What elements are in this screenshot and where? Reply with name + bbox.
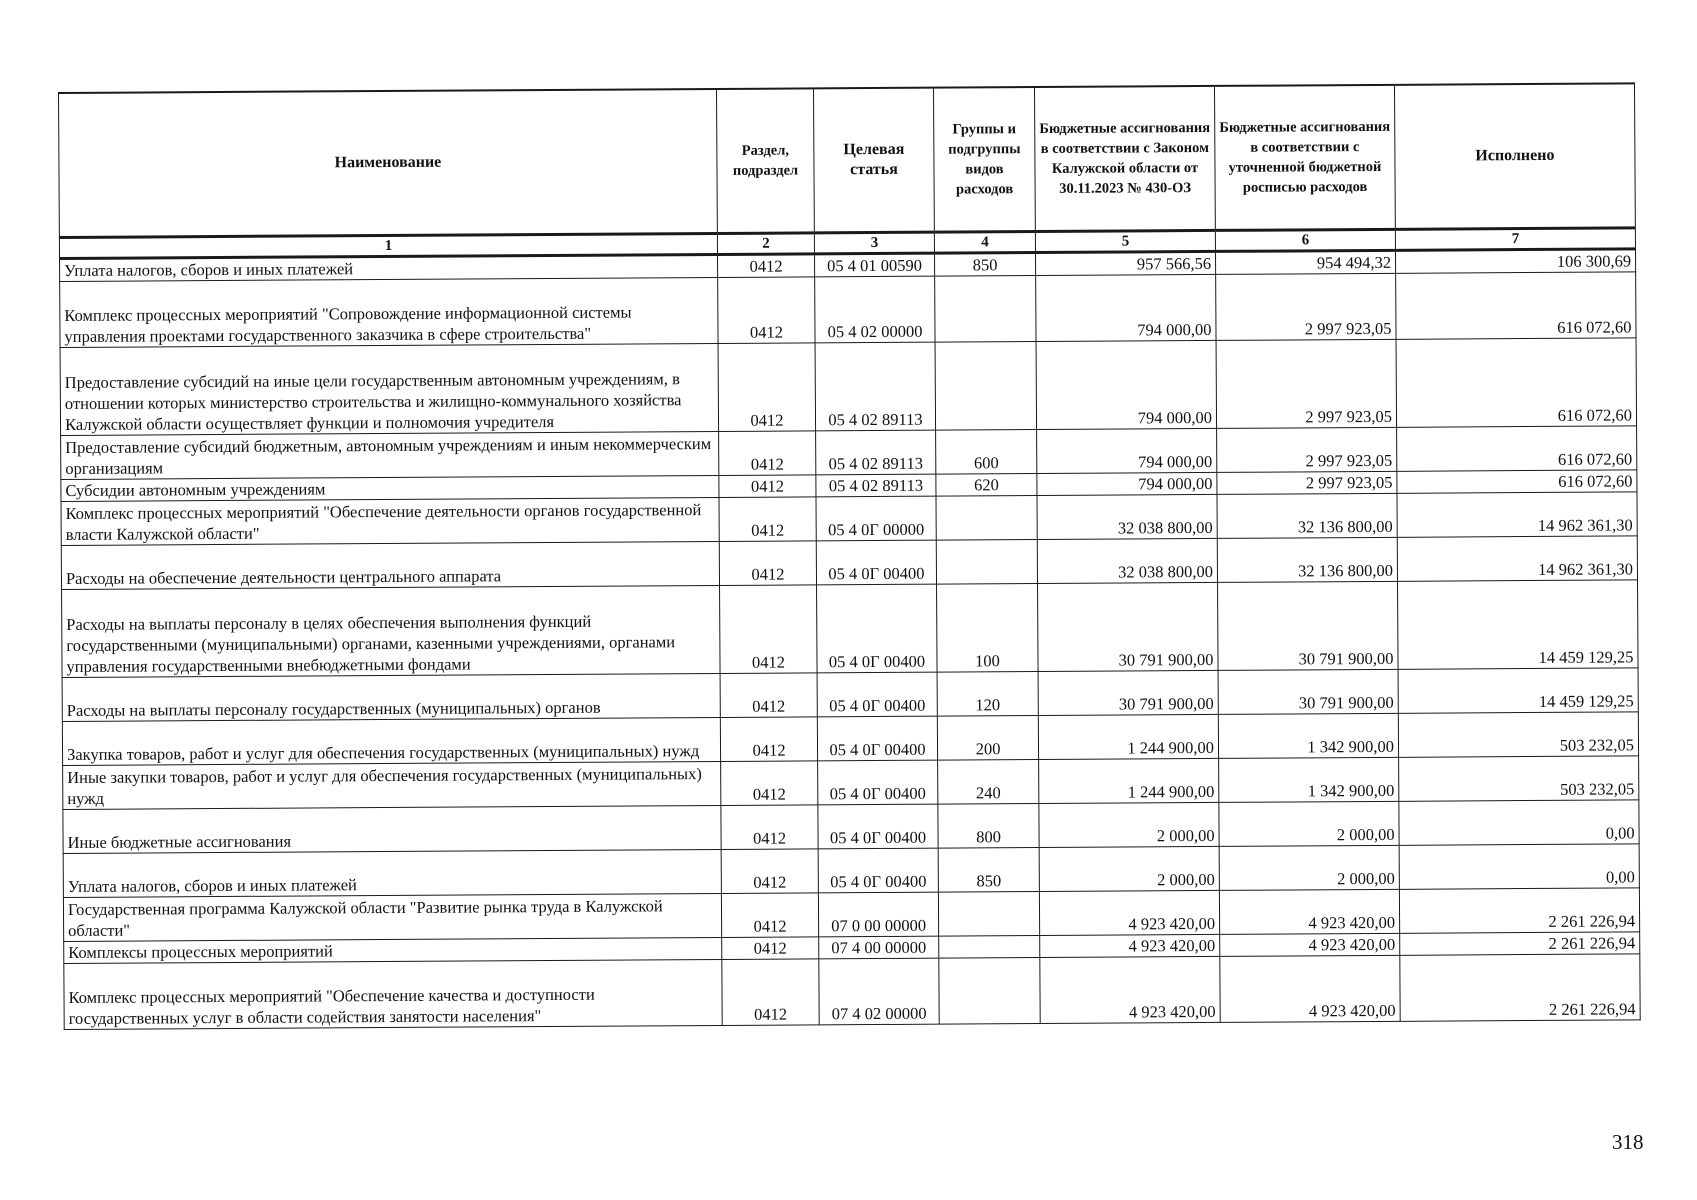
row-name: Предоставление субсидий на иные цели государственным автономным учреждениям, в отношении которых министерство строительства и жилищно-коммунального хозяйства Калужской области осуществляет функции и полномочия учредителя [60, 343, 719, 435]
row-refined-allocation: 4 923 420,00 [1219, 889, 1399, 934]
row-name: Уплата налогов, сборов и иных платежей [60, 254, 718, 281]
row-target-article: 05 4 02 89113 [816, 474, 936, 497]
row-expense-group: 240 [938, 760, 1039, 805]
row-name: Уплата налогов, сборов и иных платежей [63, 849, 721, 897]
row-refined-allocation: 2 997 923,05 [1217, 471, 1397, 494]
row-target-article: 05 4 02 89113 [816, 430, 936, 475]
table-row [64, 954, 1640, 1030]
column-number: 6 [1215, 229, 1395, 251]
row-law-allocation: 794 000,00 [1036, 274, 1216, 341]
row-law-allocation: 794 000,00 [1037, 428, 1217, 473]
row-expense-group [936, 496, 1037, 541]
row-refined-allocation: 30 791 900,00 [1218, 581, 1399, 670]
row-expense-group [938, 892, 1039, 937]
header-target-article: Целевая статья [813, 88, 934, 233]
row-expense-group: 120 [937, 672, 1038, 717]
column-number: 7 [1395, 228, 1635, 250]
budget-table-container [58, 92, 1634, 1030]
row-law-allocation: 2 000,00 [1039, 802, 1219, 847]
row-target-article: 05 4 0Г 00400 [818, 848, 938, 893]
row-section: 0412 [721, 805, 818, 850]
row-section: 0412 [721, 761, 818, 806]
row-expense-group: 620 [936, 474, 1037, 497]
row-executed: 616 072,60 [1396, 272, 1636, 339]
row-law-allocation: 30 791 900,00 [1038, 582, 1219, 671]
row-executed: 14 459 129,25 [1398, 580, 1639, 669]
row-executed: 106 300,69 [1395, 249, 1635, 273]
row-executed: 616 072,60 [1397, 426, 1637, 471]
row-law-allocation: 4 923 420,00 [1040, 934, 1220, 957]
column-number: 2 [717, 233, 814, 255]
row-expense-group [935, 342, 1037, 431]
row-name: Комплекс процессных мероприятий "Обеспечение качества и доступности государственных услуг в области содействия занятости населения" [64, 959, 722, 1029]
row-name: Комплексы процессных мероприятий [64, 937, 722, 963]
row-section: 0412 [719, 497, 816, 542]
row-target-article: 07 0 00 00000 [818, 892, 938, 937]
row-expense-group [939, 958, 1040, 1025]
row-executed: 503 232,05 [1398, 712, 1638, 757]
row-target-article: 05 4 0Г 00400 [817, 716, 937, 761]
table-row [62, 580, 1639, 678]
row-name: Комплекс процессных мероприятий "Обеспечение деятельности органов государственной власти Калужской области" [61, 497, 719, 545]
row-refined-allocation: 4 923 420,00 [1220, 933, 1400, 956]
row-section: 0412 [719, 541, 816, 586]
row-executed: 0,00 [1399, 844, 1639, 889]
row-expense-group [939, 936, 1040, 959]
row-expense-group: 600 [936, 430, 1037, 475]
row-law-allocation: 2 000,00 [1039, 846, 1219, 891]
row-law-allocation: 957 566,56 [1035, 251, 1215, 275]
row-section: 0412 [719, 431, 816, 476]
column-number: 3 [814, 232, 934, 254]
row-law-allocation: 30 791 900,00 [1038, 670, 1218, 715]
row-name: Иные закупки товаров, работ и услуг для обеспечения государственных (муниципальных) нужд [63, 761, 721, 809]
row-refined-allocation: 2 997 923,05 [1216, 339, 1397, 428]
row-executed: 2 261 226,94 [1400, 954, 1640, 1021]
header-expense-groups: Группы и подгруппы видов расходов [933, 87, 1035, 232]
row-expense-group: 100 [937, 584, 1039, 673]
row-target-article: 05 4 0Г 00400 [818, 760, 938, 805]
row-expense-group: 800 [938, 804, 1039, 849]
row-refined-allocation: 1 342 900,00 [1218, 713, 1398, 758]
row-refined-allocation: 2 000,00 [1219, 801, 1399, 846]
column-number: 5 [1035, 230, 1215, 252]
column-number: 4 [934, 232, 1035, 254]
row-section: 0412 [720, 585, 818, 674]
row-law-allocation: 794 000,00 [1037, 472, 1217, 495]
row-executed: 2 261 226,94 [1399, 888, 1639, 933]
table-row [60, 272, 1636, 348]
row-target-article: 05 4 0Г 00400 [816, 540, 936, 585]
row-law-allocation: 1 244 900,00 [1039, 758, 1219, 803]
row-executed: 503 232,05 [1399, 756, 1639, 801]
row-target-article: 05 4 02 00000 [815, 276, 935, 343]
column-number: 1 [59, 233, 717, 258]
header-name: Наименование [59, 89, 718, 238]
row-section: 0412 [718, 254, 815, 278]
row-target-article: 05 4 02 89113 [815, 342, 936, 431]
row-target-article: 05 4 0Г 00400 [817, 672, 937, 717]
row-section: 0412 [721, 849, 818, 894]
row-executed: 0,00 [1399, 800, 1639, 845]
row-target-article: 07 4 00 00000 [819, 936, 939, 959]
page-number: 318 [1612, 1130, 1644, 1154]
row-law-allocation: 4 923 420,00 [1040, 956, 1220, 1023]
row-expense-group: 850 [938, 848, 1039, 893]
row-section: 0412 [722, 937, 819, 960]
header-law-allocations: Бюджетные ассигнования в соответствии с Законом Калужской области от 30.11.2023 № 430-ОЗ [1034, 86, 1215, 232]
row-name: Расходы на выплаты персоналу в целях обеспечения выполнения функций государственными (муниципальными) органами, казенными учреждениями, органами управления государственными внебюджетными фондами [62, 585, 721, 677]
row-target-article: 05 4 0Г 00000 [816, 496, 936, 541]
row-executed: 14 459 129,25 [1398, 668, 1638, 713]
row-executed: 14 962 361,30 [1397, 492, 1637, 537]
row-expense-group: 850 [935, 253, 1036, 277]
header-row [59, 83, 1636, 237]
row-law-allocation: 1 244 900,00 [1038, 714, 1218, 759]
table-body [60, 249, 1641, 1030]
budget-table [58, 82, 1641, 1030]
row-name: Расходы на выплаты персоналу государственных (муниципальных) органов [62, 673, 720, 721]
table-row [60, 338, 1637, 436]
row-law-allocation: 4 923 420,00 [1039, 890, 1219, 935]
row-name: Иные бюджетные ассигнования [63, 805, 721, 853]
row-section: 0412 [722, 959, 819, 1026]
row-section: 0412 [720, 673, 817, 718]
row-name: Комплекс процессных мероприятий "Сопровождение информационной системы управления проектами государственного заказчика в сфере строительства" [60, 277, 718, 347]
row-expense-group [935, 276, 1036, 343]
row-section: 0412 [719, 475, 816, 498]
header-section: Раздел, подраздел [716, 88, 814, 233]
row-section: 0412 [718, 343, 816, 432]
row-refined-allocation: 954 494,32 [1215, 250, 1395, 274]
row-executed: 2 261 226,94 [1400, 932, 1640, 955]
row-refined-allocation: 2 000,00 [1219, 845, 1399, 890]
row-refined-allocation: 32 136 800,00 [1217, 537, 1397, 582]
row-executed: 14 962 361,30 [1397, 536, 1637, 581]
row-refined-allocation: 2 997 923,05 [1216, 273, 1396, 340]
row-law-allocation: 32 038 800,00 [1037, 494, 1217, 539]
row-target-article: 05 4 01 00590 [815, 253, 935, 277]
row-name: Расходы на обеспечение деятельности центрального аппарата [61, 541, 719, 589]
row-refined-allocation: 30 791 900,00 [1218, 669, 1398, 714]
row-target-article: 05 4 0Г 00400 [817, 584, 938, 673]
row-executed: 616 072,60 [1396, 338, 1637, 427]
row-name: Субсидии автономным учреждениям [61, 475, 719, 501]
row-section: 0412 [718, 277, 815, 344]
row-section: 0412 [720, 717, 817, 762]
row-refined-allocation: 1 342 900,00 [1219, 757, 1399, 802]
row-law-allocation: 32 038 800,00 [1037, 538, 1217, 583]
row-refined-allocation: 2 997 923,05 [1217, 427, 1397, 472]
row-name: Государственная программа Калужской области "Развитие рынка труда в Калужской области" [63, 893, 721, 941]
row-executed: 616 072,60 [1397, 470, 1637, 493]
row-section: 0412 [721, 893, 818, 938]
row-expense-group: 200 [937, 716, 1038, 761]
row-name: Предоставление субсидий бюджетным, автономным учреждениям и иным некоммерческим организациям [61, 431, 719, 479]
row-target-article: 05 4 0Г 00400 [818, 804, 938, 849]
row-refined-allocation: 4 923 420,00 [1220, 955, 1400, 1022]
row-expense-group [936, 540, 1037, 585]
row-law-allocation: 794 000,00 [1036, 340, 1217, 429]
header-refined-allocations: Бюджетные ассигнования в соответствии с уточненной бюджетной росписью расходов [1214, 85, 1395, 231]
row-target-article: 07 4 02 00000 [819, 958, 939, 1025]
header-executed: Исполнено [1394, 83, 1635, 229]
row-name: Закупка товаров, работ и услуг для обеспечения государственных (муниципальных) нужд [62, 717, 720, 765]
row-refined-allocation: 32 136 800,00 [1217, 493, 1397, 538]
